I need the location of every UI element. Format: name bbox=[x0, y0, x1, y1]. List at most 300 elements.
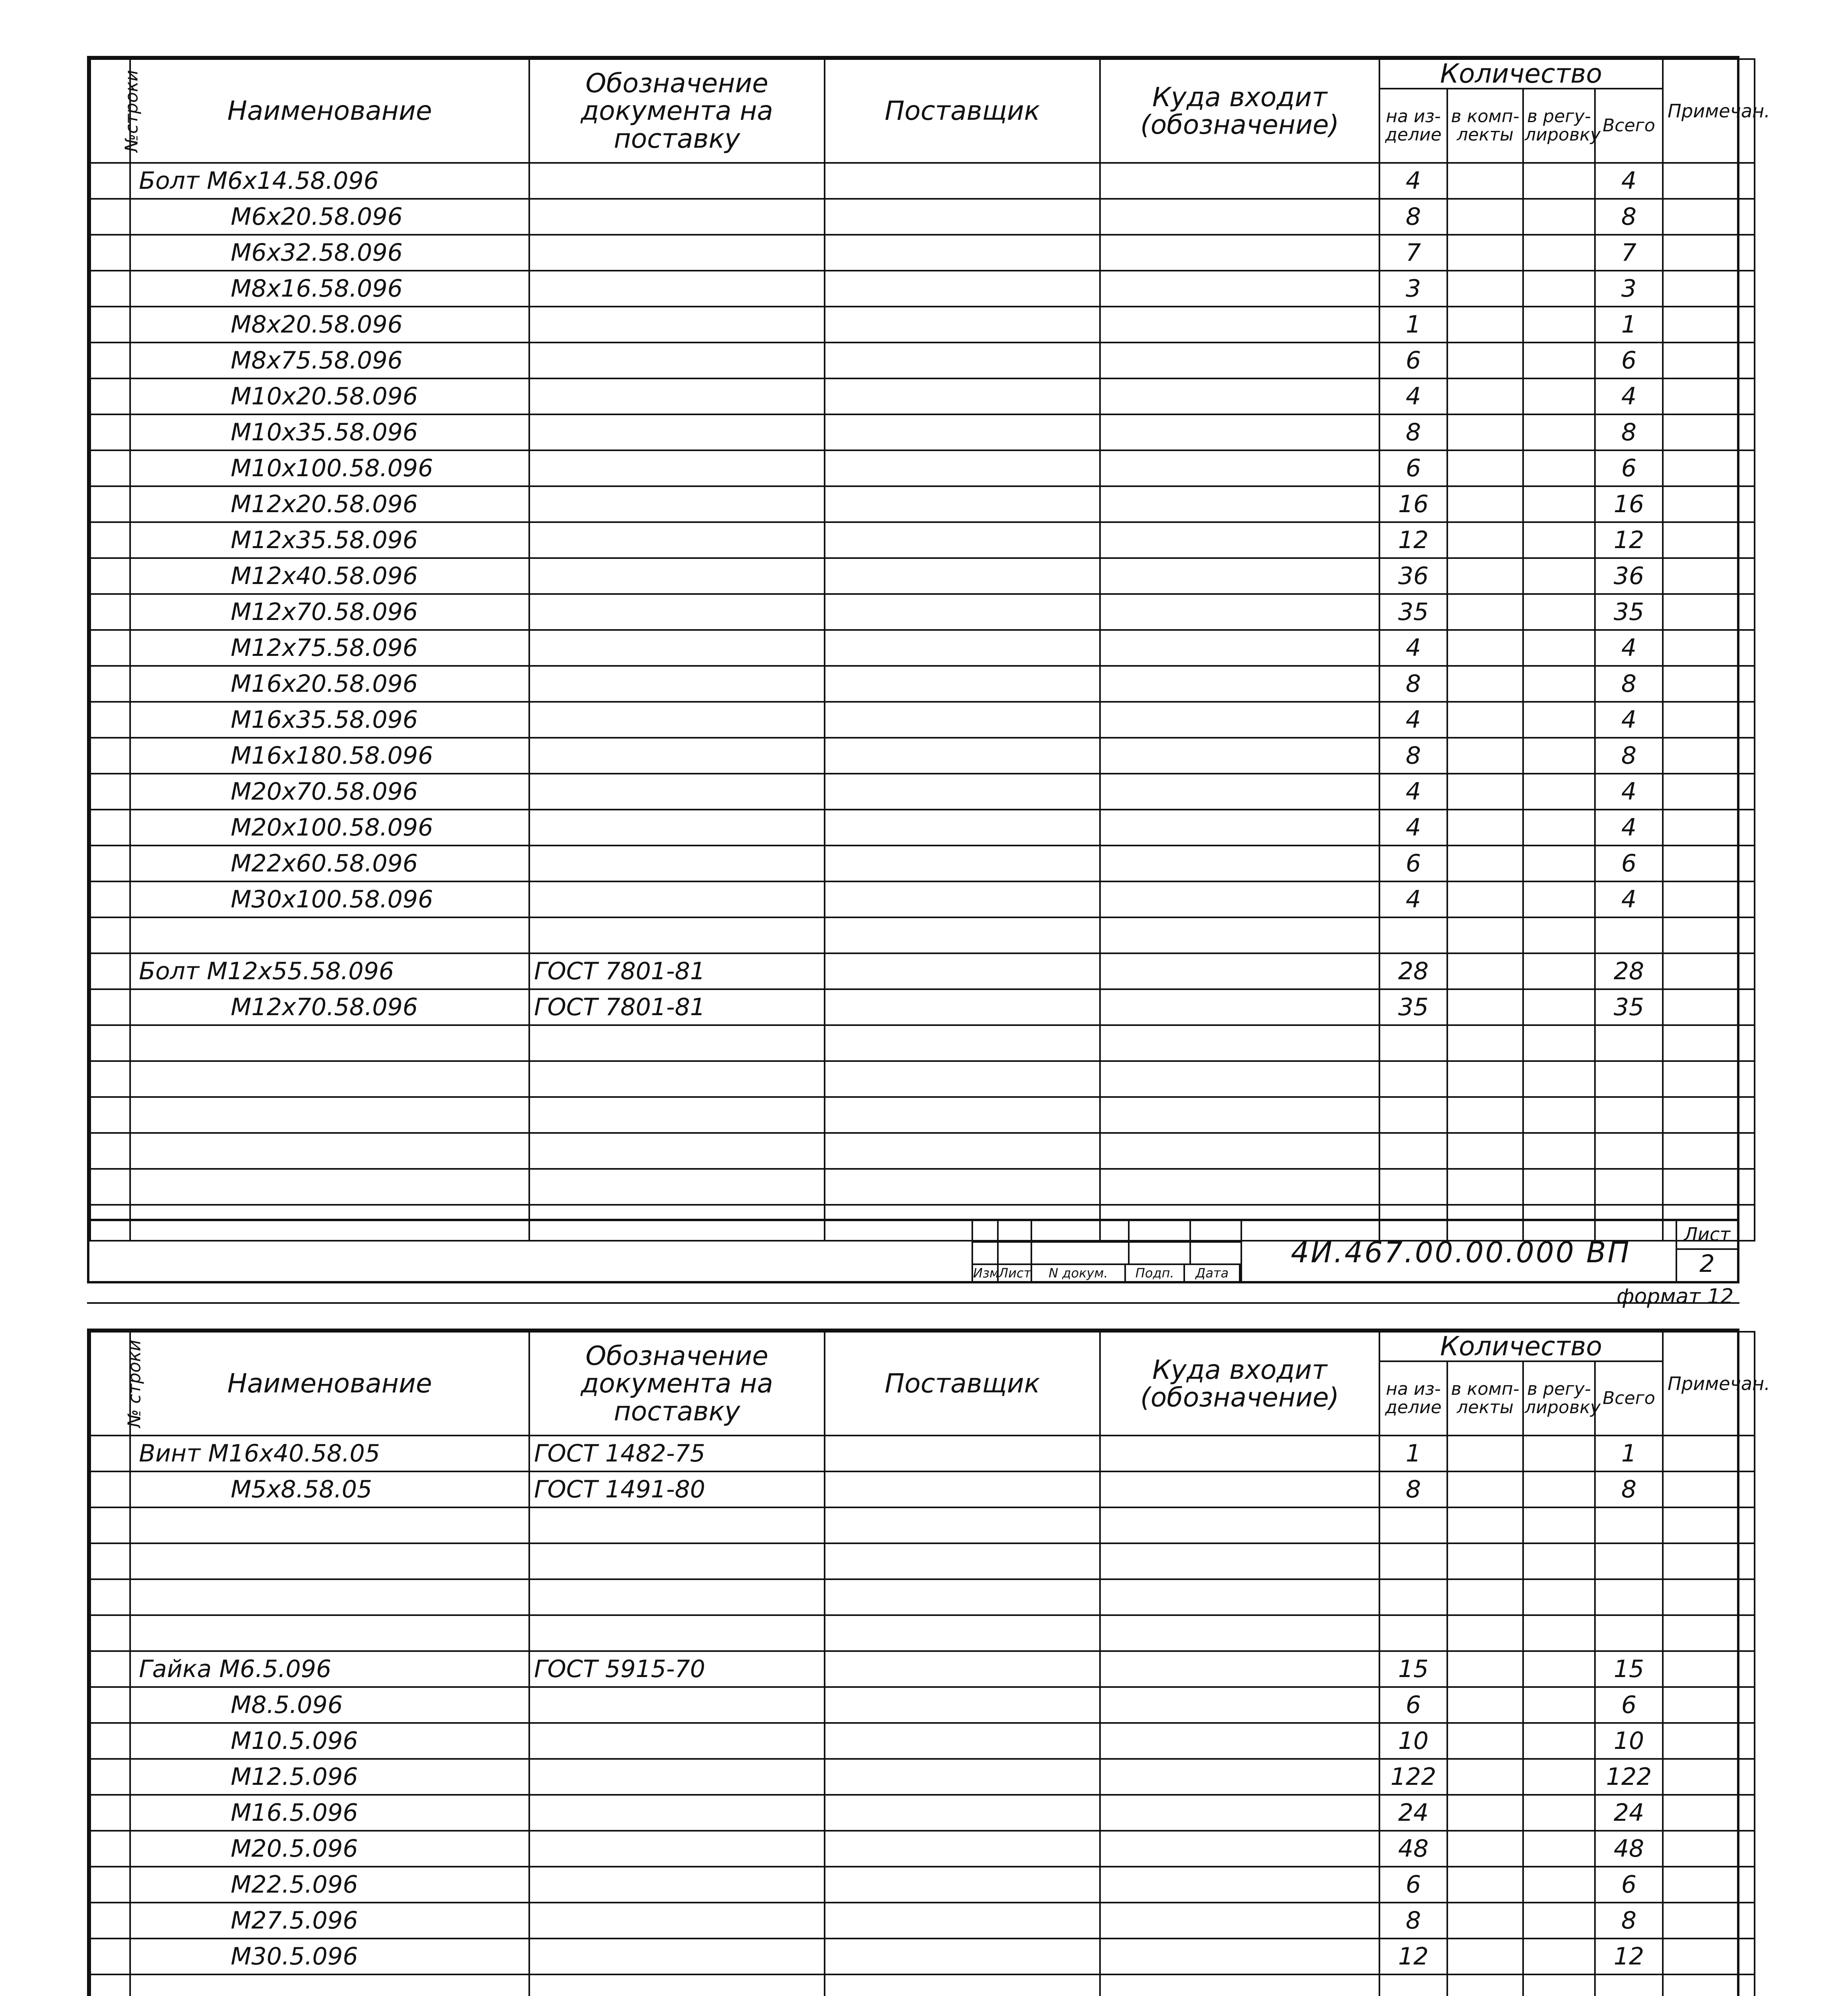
supply-doc-cell bbox=[529, 307, 825, 343]
qty-for-adjustment-cell bbox=[1523, 1436, 1595, 1471]
table-row bbox=[90, 1939, 1755, 1974]
table-row bbox=[90, 1169, 1755, 1205]
qty-total-cell bbox=[1595, 1579, 1663, 1615]
qty-per-product-cell: 122 bbox=[1379, 1759, 1447, 1795]
row-number-cell bbox=[90, 558, 130, 594]
note-cell bbox=[1663, 1169, 1755, 1205]
name-cell bbox=[130, 1097, 529, 1133]
where-used-cell bbox=[1100, 1169, 1379, 1205]
revision-cell-label: Изм bbox=[973, 1265, 999, 1281]
name-cell: М6х20.58.096 bbox=[130, 199, 529, 235]
where-used-cell bbox=[1100, 522, 1379, 558]
qty-for-adjustment-cell bbox=[1523, 522, 1595, 558]
qty-total-cell: 6 bbox=[1595, 343, 1663, 378]
table-row bbox=[90, 1723, 1755, 1759]
row-number-cell bbox=[90, 1169, 130, 1205]
supplier-cell bbox=[825, 199, 1100, 235]
table-row bbox=[90, 450, 1755, 486]
qty-for-adjustment-cell bbox=[1523, 702, 1595, 738]
supply-doc-cell bbox=[529, 414, 825, 450]
row-number-cell bbox=[90, 307, 130, 343]
note-cell bbox=[1663, 738, 1755, 774]
note-cell bbox=[1663, 1615, 1755, 1651]
qty-per-product-cell: 6 bbox=[1379, 1687, 1447, 1723]
qty-per-product-cell: 3 bbox=[1379, 271, 1447, 307]
supplier-cell bbox=[825, 630, 1100, 666]
qty-total-cell: 6 bbox=[1595, 1867, 1663, 1903]
supplier-cell bbox=[825, 810, 1100, 846]
supplier-cell bbox=[825, 594, 1100, 630]
supply-doc-cell bbox=[529, 1974, 825, 1996]
qty-per-product-cell: 8 bbox=[1379, 199, 1447, 235]
qty-in-kits-cell bbox=[1447, 522, 1523, 558]
qty-per-product-cell bbox=[1379, 1025, 1447, 1061]
qty-in-kits-cell bbox=[1447, 702, 1523, 738]
row-number-cell bbox=[90, 414, 130, 450]
name-cell: М16х35.58.096 bbox=[130, 702, 529, 738]
supply-doc-cell bbox=[529, 1795, 825, 1831]
col-header-for-adjustment: в регу- лировку bbox=[1523, 1361, 1595, 1436]
note-cell bbox=[1663, 1133, 1755, 1169]
supply-doc-cell bbox=[529, 522, 825, 558]
name-cell: М22.5.096 bbox=[130, 1867, 529, 1903]
qty-in-kits-cell bbox=[1447, 1974, 1523, 1996]
qty-per-product-cell: 36 bbox=[1379, 558, 1447, 594]
qty-in-kits-cell bbox=[1447, 1169, 1523, 1205]
name-cell: Винт М16х40.58.05 bbox=[130, 1436, 529, 1471]
col-header-in-kits: в комп- лекты bbox=[1447, 89, 1523, 163]
where-used-cell bbox=[1100, 1939, 1379, 1974]
qty-total-cell bbox=[1595, 1974, 1663, 1996]
qty-for-adjustment-cell bbox=[1523, 1759, 1595, 1795]
qty-total-cell bbox=[1595, 1097, 1663, 1133]
note-cell bbox=[1663, 1061, 1755, 1097]
qty-per-product-cell bbox=[1379, 1543, 1447, 1579]
note-cell bbox=[1663, 414, 1755, 450]
table-row bbox=[90, 163, 1755, 199]
note-cell bbox=[1663, 774, 1755, 810]
supply-doc-cell: ГОСТ 1482-75 bbox=[529, 1436, 825, 1471]
name-cell: М8.5.096 bbox=[130, 1687, 529, 1723]
supply-doc-cell bbox=[529, 917, 825, 953]
table-row bbox=[90, 1097, 1755, 1133]
note-cell bbox=[1663, 378, 1755, 414]
note-cell bbox=[1663, 810, 1755, 846]
qty-for-adjustment-cell bbox=[1523, 846, 1595, 881]
qty-per-product-cell: 24 bbox=[1379, 1795, 1447, 1831]
row-number-cell bbox=[90, 1831, 130, 1867]
where-used-cell bbox=[1100, 1061, 1379, 1097]
supply-doc-cell bbox=[529, 1579, 825, 1615]
where-used-cell bbox=[1100, 917, 1379, 953]
qty-per-product-cell bbox=[1379, 1133, 1447, 1169]
supplier-cell bbox=[825, 235, 1100, 271]
qty-in-kits-cell bbox=[1447, 271, 1523, 307]
supply-doc-cell bbox=[529, 1543, 825, 1579]
qty-for-adjustment-cell bbox=[1523, 594, 1595, 630]
name-cell bbox=[130, 1133, 529, 1169]
supply-doc-cell bbox=[529, 343, 825, 378]
qty-in-kits-cell bbox=[1447, 1903, 1523, 1939]
supply-doc-cell bbox=[529, 810, 825, 846]
spec-table-2-body bbox=[90, 1436, 1755, 1996]
col-header-note: Примечан. bbox=[1663, 59, 1755, 163]
supply-doc-cell bbox=[529, 1097, 825, 1133]
supplier-cell bbox=[825, 1687, 1100, 1723]
note-cell bbox=[1663, 1651, 1755, 1687]
qty-for-adjustment-cell bbox=[1523, 450, 1595, 486]
row-number-cell bbox=[90, 666, 130, 702]
where-used-cell bbox=[1100, 774, 1379, 810]
qty-for-adjustment-cell bbox=[1523, 1615, 1595, 1651]
row-number-cell bbox=[90, 953, 130, 989]
revision-cell-label: N докум. bbox=[1032, 1265, 1126, 1281]
qty-total-cell: 16 bbox=[1595, 486, 1663, 522]
row-number-cell bbox=[90, 343, 130, 378]
qty-per-product-cell: 12 bbox=[1379, 1939, 1447, 1974]
qty-for-adjustment-cell bbox=[1523, 630, 1595, 666]
supplier-cell bbox=[825, 1615, 1100, 1651]
qty-per-product-cell: 7 bbox=[1379, 235, 1447, 271]
revision-grid-1 bbox=[971, 1221, 1242, 1281]
name-cell: М16.5.096 bbox=[130, 1795, 529, 1831]
note-cell bbox=[1663, 666, 1755, 702]
where-used-cell bbox=[1100, 594, 1379, 630]
name-cell: М8х16.58.096 bbox=[130, 271, 529, 307]
table-row bbox=[90, 1133, 1755, 1169]
row-number-cell bbox=[90, 917, 130, 953]
col-header-total: Всего bbox=[1595, 89, 1663, 163]
table-row bbox=[90, 1867, 1755, 1903]
qty-total-cell bbox=[1595, 1543, 1663, 1579]
name-cell: М16х20.58.096 bbox=[130, 666, 529, 702]
table-row bbox=[90, 1759, 1755, 1795]
qty-for-adjustment-cell bbox=[1523, 1097, 1595, 1133]
qty-per-product-cell: 12 bbox=[1379, 522, 1447, 558]
supply-doc-cell bbox=[529, 738, 825, 774]
qty-in-kits-cell bbox=[1447, 307, 1523, 343]
note-cell bbox=[1663, 1436, 1755, 1471]
row-number-cell bbox=[90, 738, 130, 774]
qty-per-product-cell bbox=[1379, 1507, 1447, 1543]
name-cell: М20х70.58.096 bbox=[130, 774, 529, 810]
qty-in-kits-cell bbox=[1447, 953, 1523, 989]
row-number-cell bbox=[90, 810, 130, 846]
qty-per-product-cell: 4 bbox=[1379, 378, 1447, 414]
where-used-cell bbox=[1100, 235, 1379, 271]
qty-per-product-cell: 4 bbox=[1379, 163, 1447, 199]
qty-total-cell bbox=[1595, 1025, 1663, 1061]
qty-total-cell: 6 bbox=[1595, 1687, 1663, 1723]
name-cell: М6х32.58.096 bbox=[130, 235, 529, 271]
qty-in-kits-cell bbox=[1447, 1939, 1523, 1974]
where-used-cell bbox=[1100, 666, 1379, 702]
qty-total-cell: 1 bbox=[1595, 1436, 1663, 1471]
qty-in-kits-cell bbox=[1447, 774, 1523, 810]
col-header-where-used: Куда входит (обозначение) bbox=[1100, 1332, 1379, 1436]
supply-doc-cell bbox=[529, 1169, 825, 1205]
supplier-cell bbox=[825, 558, 1100, 594]
qty-in-kits-cell bbox=[1447, 235, 1523, 271]
qty-total-cell: 6 bbox=[1595, 846, 1663, 881]
qty-for-adjustment-cell bbox=[1523, 343, 1595, 378]
table-row bbox=[90, 1903, 1755, 1939]
table-row bbox=[90, 1436, 1755, 1471]
row-number-cell bbox=[90, 1759, 130, 1795]
qty-total-cell: 8 bbox=[1595, 1471, 1663, 1507]
qty-for-adjustment-cell bbox=[1523, 774, 1595, 810]
where-used-cell bbox=[1100, 1543, 1379, 1579]
supply-doc-cell bbox=[529, 1759, 825, 1795]
col-header-quantity: Количество bbox=[1379, 59, 1663, 89]
qty-in-kits-cell bbox=[1447, 1436, 1523, 1471]
supplier-cell bbox=[825, 1436, 1100, 1471]
where-used-cell bbox=[1100, 738, 1379, 774]
qty-total-cell: 4 bbox=[1595, 630, 1663, 666]
table-row bbox=[90, 881, 1755, 917]
qty-total-cell bbox=[1595, 1169, 1663, 1205]
qty-in-kits-cell bbox=[1447, 1867, 1523, 1903]
supply-doc-cell bbox=[529, 163, 825, 199]
qty-per-product-cell: 4 bbox=[1379, 881, 1447, 917]
qty-total-cell: 6 bbox=[1595, 450, 1663, 486]
supply-doc-cell bbox=[529, 630, 825, 666]
qty-in-kits-cell bbox=[1447, 1061, 1523, 1097]
qty-per-product-cell: 6 bbox=[1379, 343, 1447, 378]
qty-in-kits-cell bbox=[1447, 989, 1523, 1025]
qty-in-kits-cell bbox=[1447, 1759, 1523, 1795]
qty-total-cell: 4 bbox=[1595, 378, 1663, 414]
qty-for-adjustment-cell bbox=[1523, 738, 1595, 774]
qty-total-cell bbox=[1595, 1507, 1663, 1543]
where-used-cell bbox=[1100, 1133, 1379, 1169]
qty-in-kits-cell bbox=[1447, 1651, 1523, 1687]
row-number-cell bbox=[90, 1097, 130, 1133]
qty-total-cell: 36 bbox=[1595, 558, 1663, 594]
supplier-cell bbox=[825, 666, 1100, 702]
qty-for-adjustment-cell bbox=[1523, 1795, 1595, 1831]
supply-doc-cell bbox=[529, 271, 825, 307]
table-row bbox=[90, 235, 1755, 271]
name-cell bbox=[130, 1061, 529, 1097]
supplier-cell bbox=[825, 774, 1100, 810]
qty-in-kits-cell bbox=[1447, 1831, 1523, 1867]
supplier-cell bbox=[825, 1939, 1100, 1974]
supplier-cell bbox=[825, 846, 1100, 881]
name-cell bbox=[130, 917, 529, 953]
name-cell: Болт М6х14.58.096 bbox=[130, 163, 529, 199]
table-row bbox=[90, 1061, 1755, 1097]
qty-in-kits-cell bbox=[1447, 594, 1523, 630]
where-used-cell bbox=[1100, 702, 1379, 738]
col-header-quantity: Количество bbox=[1379, 1332, 1663, 1361]
col-header-name: Наименование bbox=[130, 1332, 529, 1436]
supply-doc-cell bbox=[529, 666, 825, 702]
supply-doc-cell bbox=[529, 846, 825, 881]
where-used-cell bbox=[1100, 1615, 1379, 1651]
row-number-cell bbox=[90, 881, 130, 917]
qty-total-cell: 4 bbox=[1595, 702, 1663, 738]
name-cell: М12х20.58.096 bbox=[130, 486, 529, 522]
qty-for-adjustment-cell bbox=[1523, 1543, 1595, 1579]
note-cell bbox=[1663, 1759, 1755, 1795]
name-cell bbox=[130, 1615, 529, 1651]
supplier-cell bbox=[825, 1025, 1100, 1061]
where-used-cell bbox=[1100, 271, 1379, 307]
qty-in-kits-cell bbox=[1447, 1543, 1523, 1579]
supply-doc-cell bbox=[529, 702, 825, 738]
supply-doc-cell bbox=[529, 199, 825, 235]
qty-for-adjustment-cell bbox=[1523, 1471, 1595, 1507]
name-cell: М8х75.58.096 bbox=[130, 343, 529, 378]
supply-doc-cell bbox=[529, 594, 825, 630]
supply-doc-cell: ГОСТ 7801-81 bbox=[529, 989, 825, 1025]
supply-doc-cell bbox=[529, 1061, 825, 1097]
note-cell bbox=[1663, 271, 1755, 307]
revision-cell-label: Дата bbox=[1185, 1265, 1241, 1281]
col-header-supplier: Поставщик bbox=[825, 1332, 1100, 1436]
qty-for-adjustment-cell bbox=[1523, 1025, 1595, 1061]
table-row bbox=[90, 1795, 1755, 1831]
where-used-cell bbox=[1100, 1867, 1379, 1903]
col-header-note: Примечан. bbox=[1663, 1332, 1755, 1436]
supplier-cell bbox=[825, 271, 1100, 307]
where-used-cell bbox=[1100, 989, 1379, 1025]
table-row bbox=[90, 307, 1755, 343]
qty-per-product-cell bbox=[1379, 1579, 1447, 1615]
supplier-cell bbox=[825, 486, 1100, 522]
table-row bbox=[90, 953, 1755, 989]
where-used-cell bbox=[1100, 1831, 1379, 1867]
table-row bbox=[90, 594, 1755, 630]
qty-per-product-cell: 6 bbox=[1379, 1867, 1447, 1903]
row-number-cell bbox=[90, 1025, 130, 1061]
row-number-cell bbox=[90, 163, 130, 199]
qty-per-product-cell: 16 bbox=[1379, 486, 1447, 522]
name-cell bbox=[130, 1579, 529, 1615]
spec-sheet-2 bbox=[87, 1329, 1770, 1996]
qty-total-cell bbox=[1595, 1615, 1663, 1651]
qty-for-adjustment-cell bbox=[1523, 1831, 1595, 1867]
qty-per-product-cell: 10 bbox=[1379, 1723, 1447, 1759]
where-used-cell bbox=[1100, 1759, 1379, 1795]
supplier-cell bbox=[825, 989, 1100, 1025]
supplier-cell bbox=[825, 881, 1100, 917]
qty-total-cell: 35 bbox=[1595, 989, 1663, 1025]
supplier-cell bbox=[825, 1097, 1100, 1133]
note-cell bbox=[1663, 1867, 1755, 1903]
qty-in-kits-cell bbox=[1447, 378, 1523, 414]
name-cell: М12х35.58.096 bbox=[130, 522, 529, 558]
name-cell: Гайка М6.5.096 bbox=[130, 1651, 529, 1687]
supply-doc-cell bbox=[529, 1133, 825, 1169]
qty-in-kits-cell bbox=[1447, 1723, 1523, 1759]
qty-per-product-cell: 6 bbox=[1379, 846, 1447, 881]
qty-in-kits-cell bbox=[1447, 199, 1523, 235]
table-row bbox=[90, 1579, 1755, 1615]
qty-for-adjustment-cell bbox=[1523, 414, 1595, 450]
note-cell bbox=[1663, 1025, 1755, 1061]
table-row bbox=[90, 1974, 1755, 1996]
table-row bbox=[90, 1651, 1755, 1687]
qty-for-adjustment-cell bbox=[1523, 917, 1595, 953]
table-row bbox=[90, 702, 1755, 738]
qty-for-adjustment-cell bbox=[1523, 1507, 1595, 1543]
qty-total-cell bbox=[1595, 1061, 1663, 1097]
supplier-cell bbox=[825, 450, 1100, 486]
qty-for-adjustment-cell bbox=[1523, 199, 1595, 235]
note-cell bbox=[1663, 1939, 1755, 1974]
note-cell bbox=[1663, 953, 1755, 989]
supplier-cell bbox=[825, 163, 1100, 199]
row-number-cell bbox=[90, 630, 130, 666]
table-row bbox=[90, 630, 1755, 666]
supplier-cell bbox=[825, 1759, 1100, 1795]
where-used-cell bbox=[1100, 558, 1379, 594]
row-number-cell bbox=[90, 199, 130, 235]
qty-per-product-cell bbox=[1379, 1061, 1447, 1097]
qty-total-cell: 1 bbox=[1595, 307, 1663, 343]
row-number-cell bbox=[90, 1471, 130, 1507]
row-number-cell bbox=[90, 1687, 130, 1723]
supply-doc-cell bbox=[529, 450, 825, 486]
note-cell bbox=[1663, 1974, 1755, 1996]
name-cell: М10х100.58.096 bbox=[130, 450, 529, 486]
where-used-cell bbox=[1100, 1507, 1379, 1543]
qty-in-kits-cell bbox=[1447, 486, 1523, 522]
qty-per-product-cell bbox=[1379, 917, 1447, 953]
qty-per-product-cell: 15 bbox=[1379, 1651, 1447, 1687]
qty-total-cell: 8 bbox=[1595, 666, 1663, 702]
qty-total-cell: 8 bbox=[1595, 738, 1663, 774]
qty-total-cell: 7 bbox=[1595, 235, 1663, 271]
qty-for-adjustment-cell bbox=[1523, 307, 1595, 343]
row-number-cell bbox=[90, 702, 130, 738]
name-cell: М20х100.58.096 bbox=[130, 810, 529, 846]
where-used-cell bbox=[1100, 378, 1379, 414]
note-cell bbox=[1663, 1097, 1755, 1133]
qty-for-adjustment-cell bbox=[1523, 1061, 1595, 1097]
qty-for-adjustment-cell bbox=[1523, 666, 1595, 702]
supplier-cell bbox=[825, 1867, 1100, 1903]
note-cell bbox=[1663, 846, 1755, 881]
name-cell bbox=[130, 1169, 529, 1205]
supply-doc-cell bbox=[529, 1867, 825, 1903]
where-used-cell bbox=[1100, 307, 1379, 343]
note-cell bbox=[1663, 558, 1755, 594]
qty-total-cell: 8 bbox=[1595, 199, 1663, 235]
row-number-cell bbox=[90, 1867, 130, 1903]
supply-doc-cell bbox=[529, 1615, 825, 1651]
qty-for-adjustment-cell bbox=[1523, 953, 1595, 989]
qty-for-adjustment-cell bbox=[1523, 1939, 1595, 1974]
supply-doc-cell bbox=[529, 1831, 825, 1867]
where-used-cell bbox=[1100, 450, 1379, 486]
table-row bbox=[90, 774, 1755, 810]
qty-total-cell: 8 bbox=[1595, 414, 1663, 450]
qty-in-kits-cell bbox=[1447, 1687, 1523, 1723]
row-number-cell bbox=[90, 1974, 130, 1996]
qty-per-product-cell: 8 bbox=[1379, 414, 1447, 450]
supply-doc-cell bbox=[529, 558, 825, 594]
qty-in-kits-cell bbox=[1447, 1025, 1523, 1061]
qty-for-adjustment-cell bbox=[1523, 1723, 1595, 1759]
qty-for-adjustment-cell bbox=[1523, 558, 1595, 594]
row-number-cell bbox=[90, 1507, 130, 1543]
row-number-cell bbox=[90, 1615, 130, 1651]
format-label: формат 12 bbox=[1617, 1285, 1734, 1309]
name-cell: М12х70.58.096 bbox=[130, 594, 529, 630]
